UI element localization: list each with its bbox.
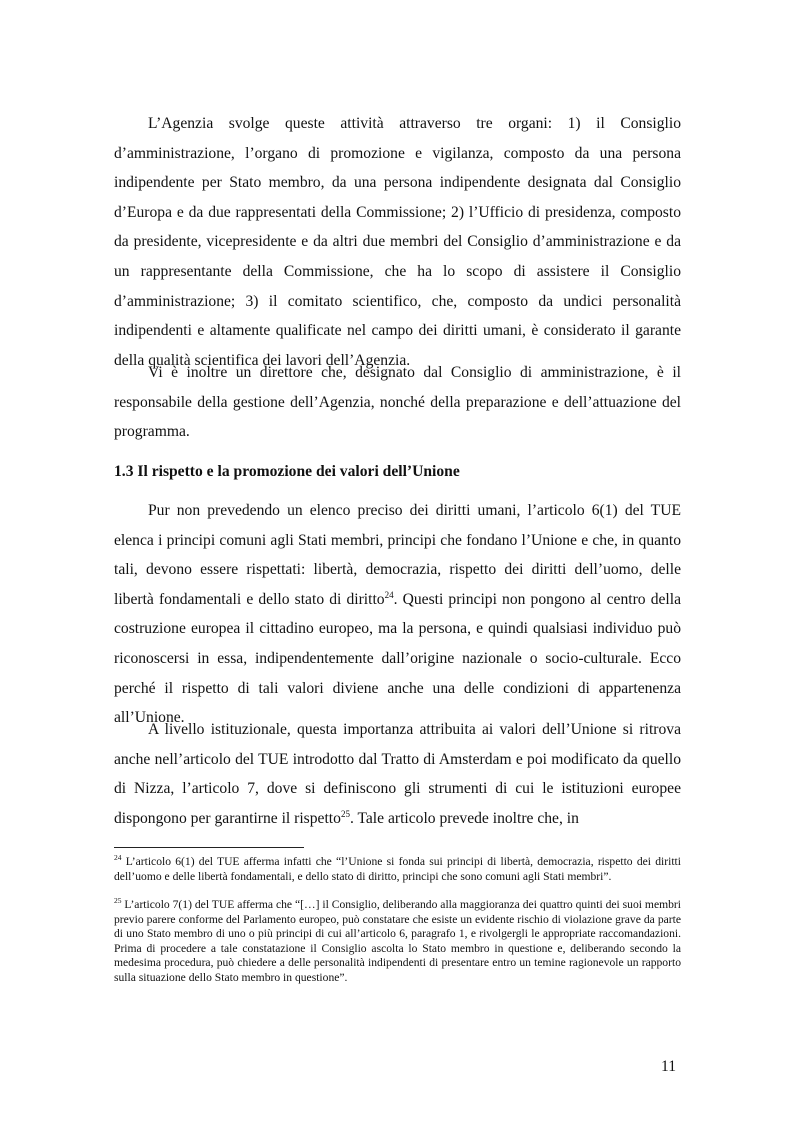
footnote-25: [114, 898, 681, 986]
body-paragraph-director: Vi è inoltre un direttore che, designato dal Consiglio di amministrazione, è il responsabile della gestione dell’Agenzia, nonché della preparazione e dell’attuazione del programma.: [114, 364, 681, 441]
footnote-number: 24: [114, 853, 122, 863]
footnote-number: 25: [114, 896, 122, 906]
section-heading: 1.3 Il rispetto e la promozione dei valori dell’Unione: [114, 463, 460, 480]
paragraph-text: A livello istituzionale, questa importanza attribuita ai valori dell’Unione si ritrova anche nell’articolo del TUE introdotto dal Tratto di Amsterdam e poi modificato da quello di Nizza, l’articolo 7, dove si definiscono gli strumenti di cui le istituzioni europee dispongono per garantirne il rispetto: [114, 721, 681, 827]
page-number: 11: [661, 1058, 677, 1075]
footnote-separator: [114, 847, 304, 848]
paragraph-text: . Questi principi non pongono al centro della costruzione europea il cittadino europeo, ma la persona, e quindi qualsiasi individuo può riconoscersi in essa, indipendentemente dall’origine nazionale o socio-culturale. Ecco perché il rispetto di tali valori diviene anche una delle condizioni di appartenenza all’Unione.: [114, 590, 681, 727]
body-paragraph-agency-organs: L’Agenzia svolge queste attività attraverso tre organi: 1) il Consiglio d’amministrazione, l’organo di promozione e vigilanza, composto da una persona indipendente per Stato membro, da una persona indipendente designata dal Consiglio d’Europa e da due rappresentati della Commissione; 2) l’Ufficio di presidenza, composto da presidente, vicepresidente e da altri due membri del Consiglio d’amministrazione e da un rappresentante della Commissione, che ha lo scopo di assistere il Consiglio d’amministrazione; 3) il comitato scientifico, che, composto da undici personalità indipendenti e altamente qualificate nel campo dei diritti umani, è considerato il garante della qualità scientifica dei lavori dell’Agenzia.: [114, 115, 681, 369]
body-paragraph-principles: [114, 496, 681, 733]
footnote-ref-24[interactable]: 24: [384, 589, 394, 600]
footnote-ref-25[interactable]: 25: [340, 808, 350, 819]
footnote-24: [114, 855, 681, 884]
paragraph-text: Pur non prevedendo un elenco preciso dei diritti umani, l’articolo 6(1) del TUE elenca i principi comuni agli Stati membri, principi che fondano l’Unione e che, in quanto tali, devono essere rispettati: libertà, democrazia, rispetto dei diritti dell’uomo, delle libertà fondamentali e dello stato di diritto: [114, 502, 681, 608]
footnote-text: L’articolo 7(1) del TUE afferma che “[…] il Consiglio, deliberando alla maggioranza dei quattro quinti dei suoi membri previo parere conforme del Parlamento europeo, può constatare che esiste un evidente rischio di violazione grave da parte di uno Stato membro di uno o più principi di cui all’articolo 6, paragrafo 1, e rivolgergli le appropriate raccomandazioni. Prima di procedere a tale constatazione il Consiglio ascolta lo Stato membro in questione e, deliberando secondo la medesima procedura, può chiedere a delle personalità indipendenti di presentare entro un temine ragionevole un rapporto sulla situazione dello Stato membro in questione”.: [114, 898, 681, 984]
body-paragraph-institutional: [114, 715, 681, 833]
footnote-text: L’articolo 6(1) del TUE afferma infatti che “l’Unione si fonda sui principi di libertà, democrazia, rispetto dei diritti dell’uomo e delle libertà fondamentali, e dello stato di diritto, principi che sono comuni agli Stati membri”.: [114, 855, 681, 883]
paragraph-text: . Tale articolo prevede inoltre che, in: [349, 809, 579, 827]
